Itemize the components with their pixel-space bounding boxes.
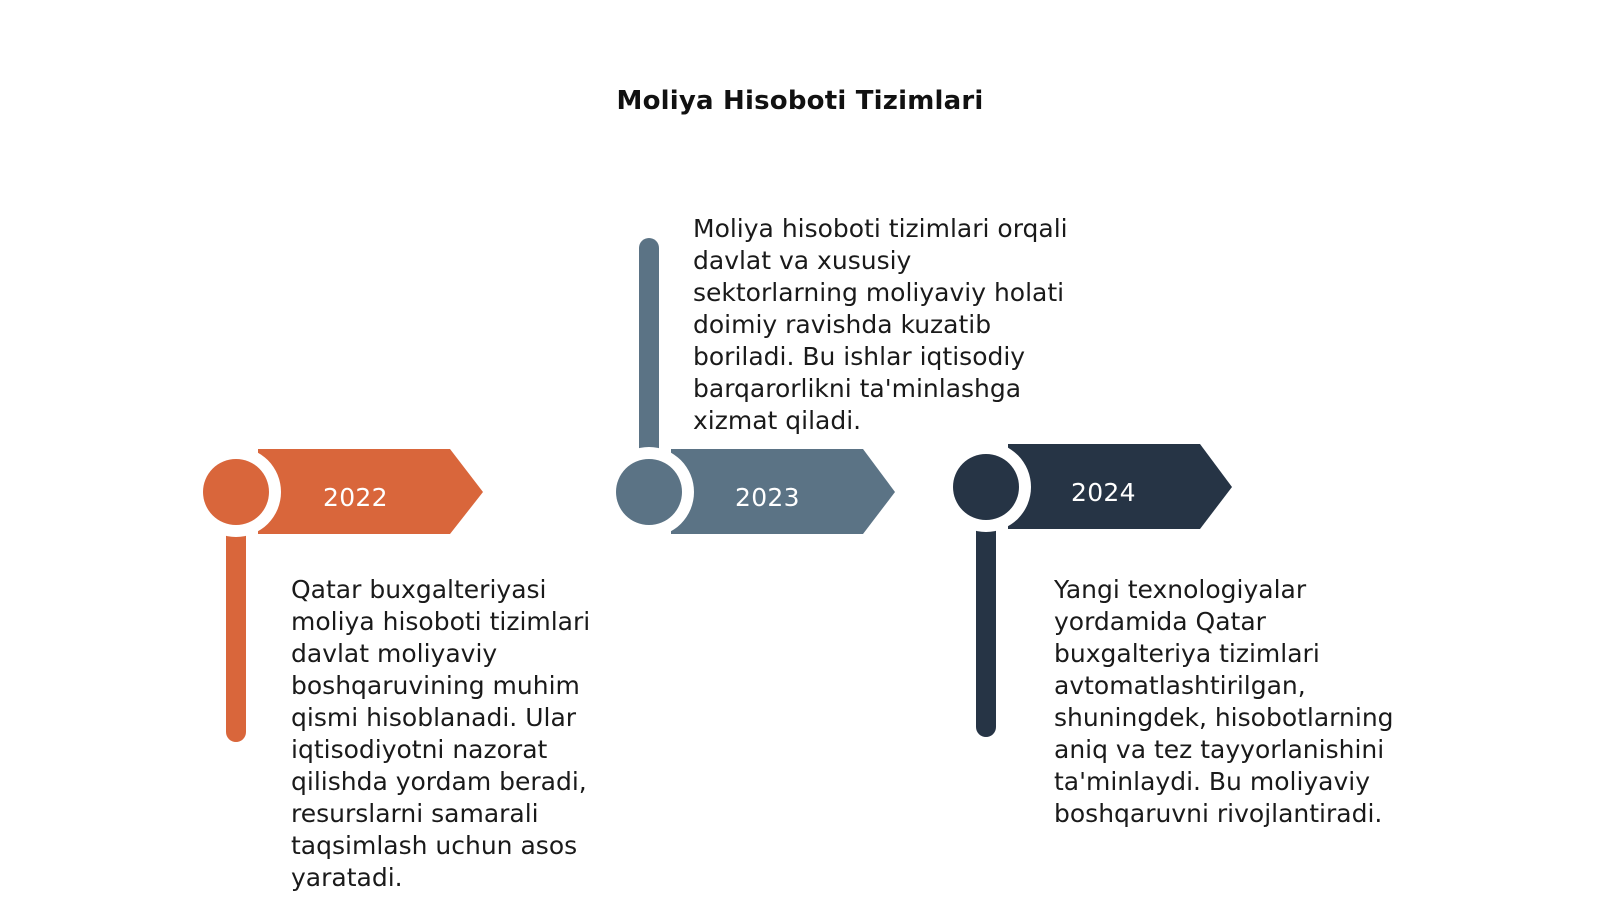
milestone-2023-dot — [616, 459, 682, 525]
milestone-2023-year: 2023 — [735, 483, 800, 512]
milestone-2022-stem — [226, 520, 246, 742]
milestone-2022-dot — [203, 459, 269, 525]
milestone-2024-year: 2024 — [1071, 478, 1136, 507]
milestone-2023-description: Moliya hisoboti tizimlari orqali davlat va xususiy sektorlarning moliyaviy holati doimiy ravishda kuzatib boriladi. Bu ishlar iqtisodiy barqarorlikni ta'minlashga xizmat qiladi. — [693, 214, 1068, 435]
milestone-2024-stem — [976, 515, 996, 737]
milestone-2023-stem — [639, 238, 659, 460]
diagram-title: Moliya Hisoboti Tizimlari — [616, 86, 984, 116]
milestone-2024-description: Yangi texnologiyalar yordamida Qatar buxgalteriya tizimlari avtomatlashtirilgan, shuningdek, hisobotlarning aniq va tez tayyorlanishini ta'minlaydi. Bu moliyaviy boshqaruvni rivojlantiradi. — [1054, 575, 1394, 828]
milestone-2024-dot — [953, 454, 1019, 520]
milestone-2022-year: 2022 — [323, 483, 388, 512]
milestone-2022-description: Qatar buxgalteriyasi moliya hisoboti tizimlari davlat moliyaviy boshqaruvining muhim qismi hisoblanadi. Ular iqtisodiyotni nazorat qilishda yordam beradi, resurslarni samarali taqsimlash uchun asos yaratadi. — [291, 575, 591, 892]
